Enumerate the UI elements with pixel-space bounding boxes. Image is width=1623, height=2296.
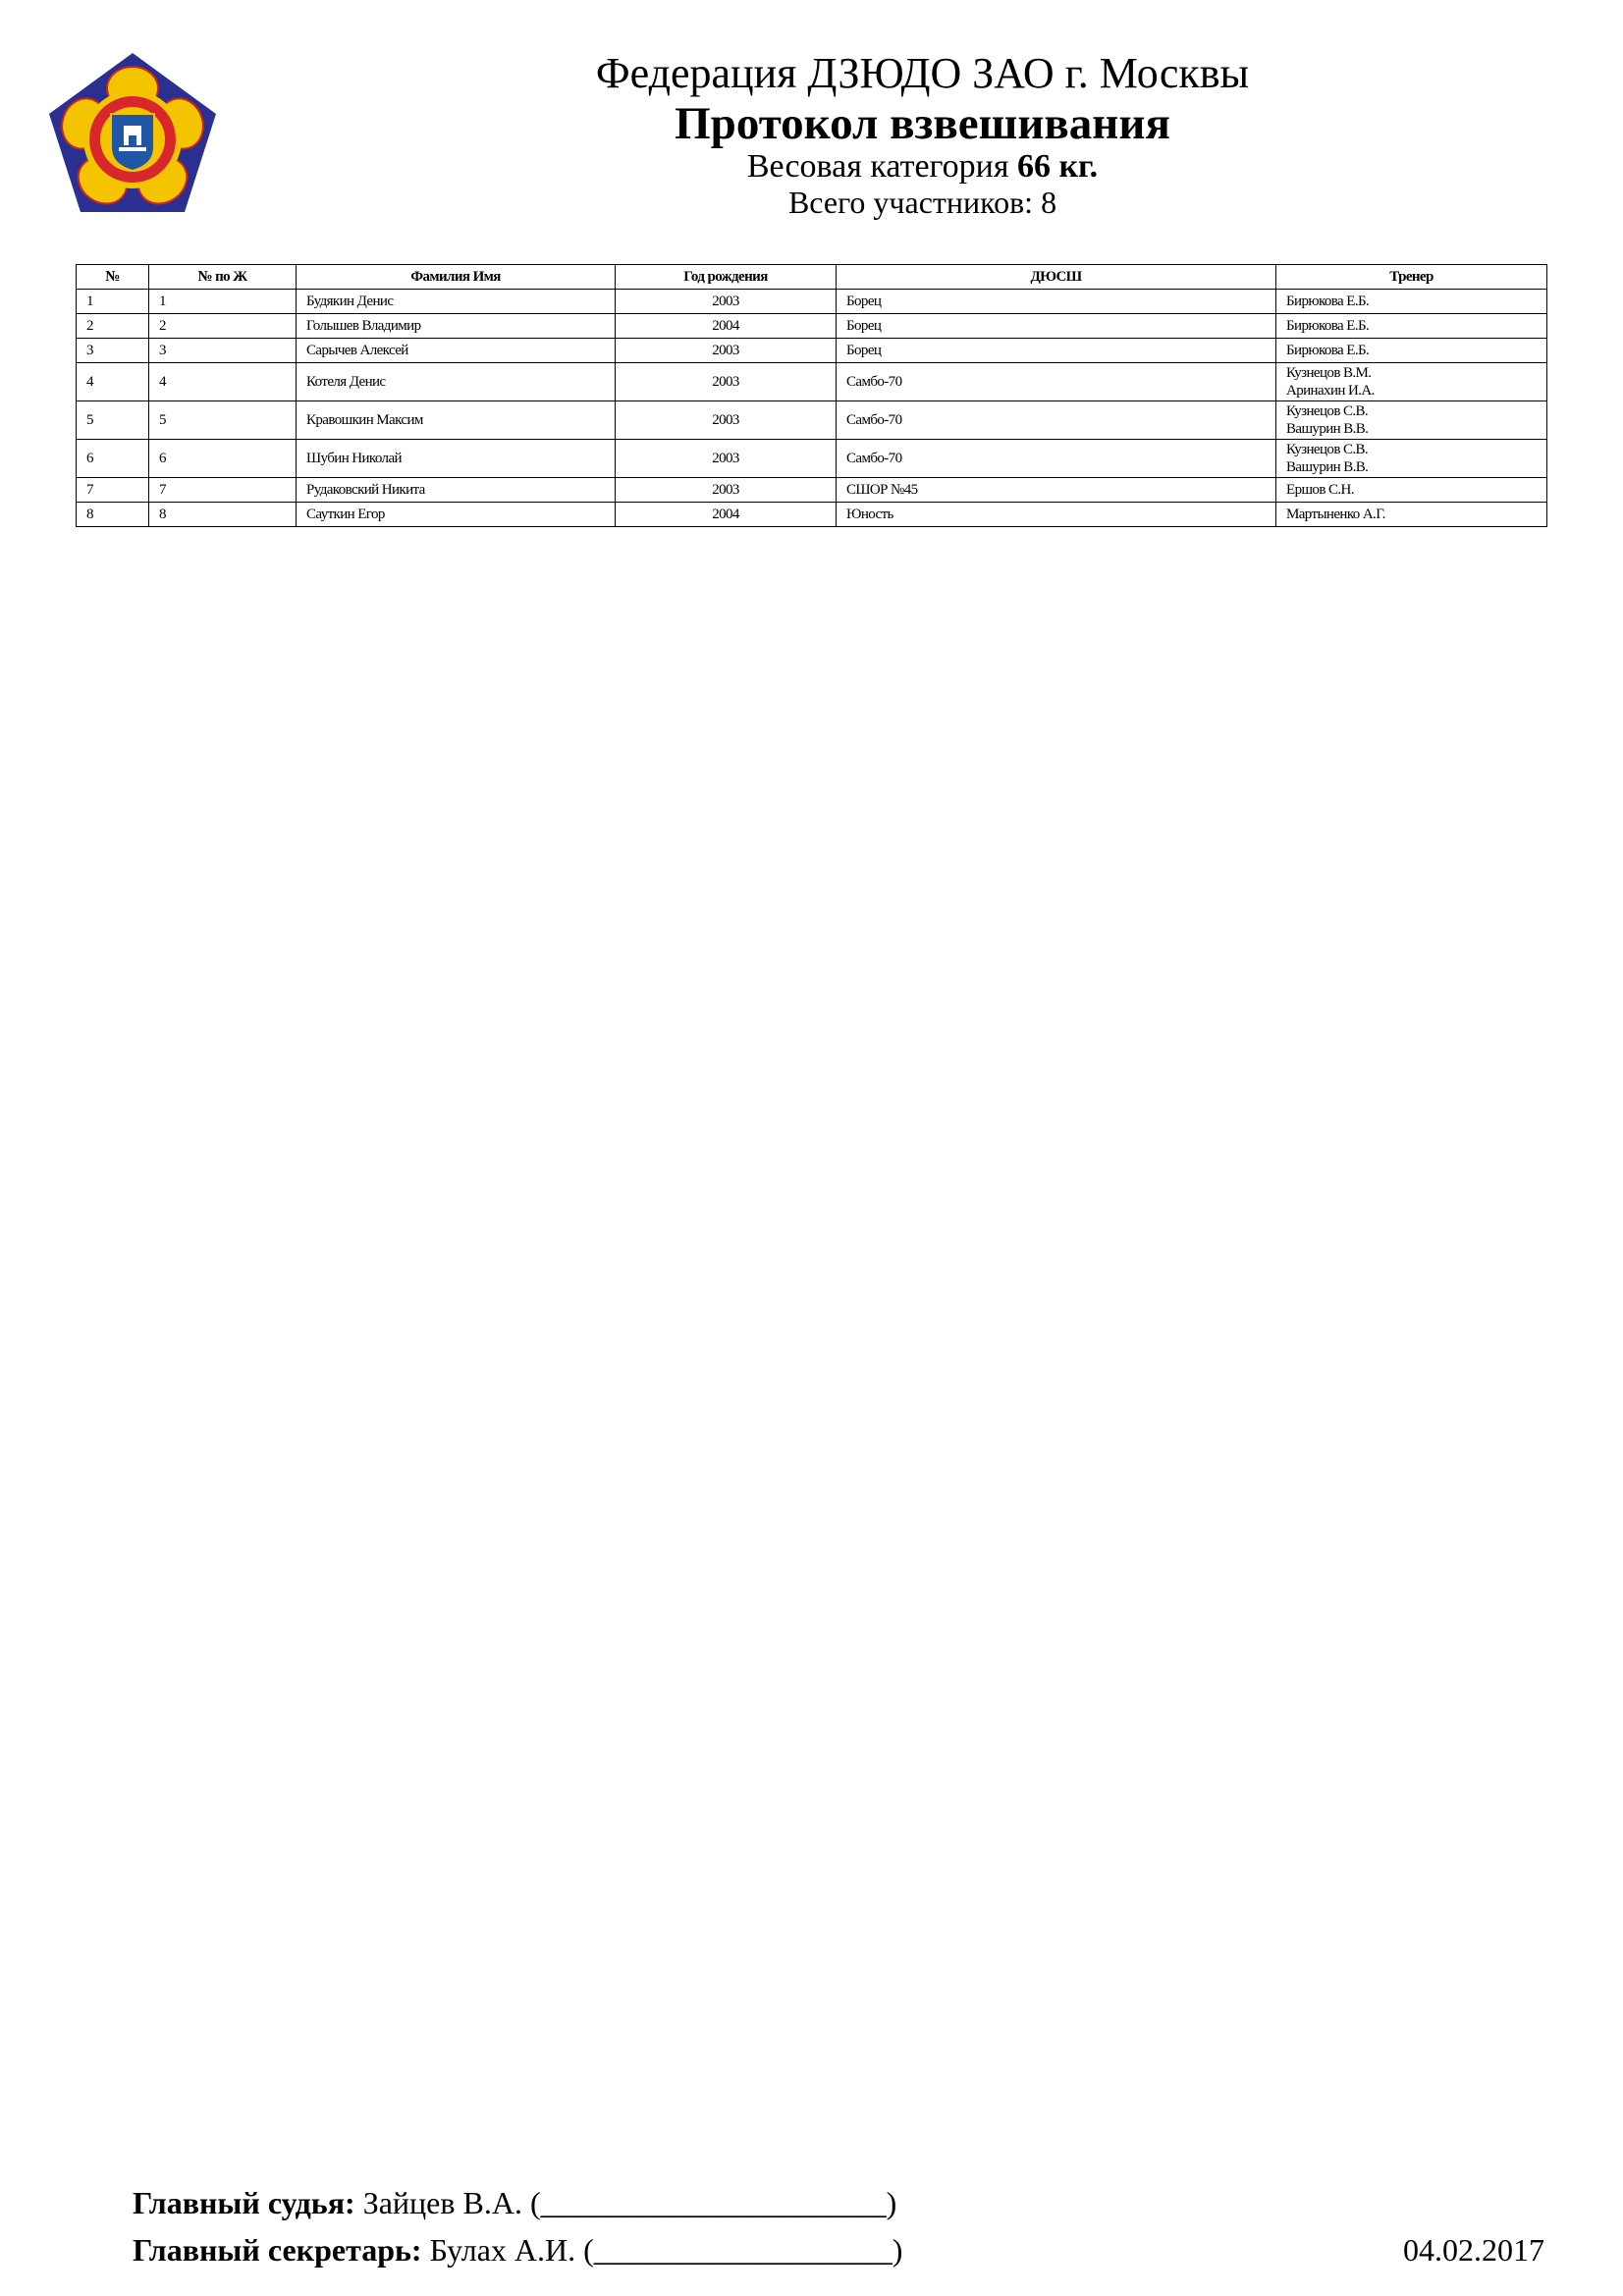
table-row xyxy=(77,503,1547,527)
coach-name: Вашурин В.В. xyxy=(1286,421,1369,437)
cell-coach xyxy=(1276,314,1547,339)
cell-coach xyxy=(1276,290,1547,314)
participants-total xyxy=(111,185,1623,220)
participants-count: 8 xyxy=(1041,185,1057,220)
cell-birth-year: 2003 xyxy=(616,363,837,401)
participants-label: Всего участников: xyxy=(787,185,1034,220)
cell-school: Юность xyxy=(837,503,1276,527)
coach-name: Аринахин И.А. xyxy=(1286,383,1375,399)
chief-judge-line xyxy=(133,2179,902,2226)
document-date: 04.02.2017 xyxy=(1403,2232,1544,2268)
cell-birth-year: 2003 xyxy=(616,290,837,314)
column-header-name: Фамилия Имя xyxy=(297,265,616,290)
cell-number: 5 xyxy=(77,401,149,440)
table-row xyxy=(77,339,1547,363)
table-row xyxy=(77,440,1547,478)
cell-name: Кравошкин Максим xyxy=(297,401,616,440)
signature-block xyxy=(133,2179,902,2273)
column-header-school: ДЮСШ xyxy=(837,265,1276,290)
column-header-draw-number: № по Ж xyxy=(149,265,297,290)
cell-number: 7 xyxy=(77,478,149,503)
cell-school: Борец xyxy=(837,290,1276,314)
coach-name: Бирюкова Е.Б. xyxy=(1286,294,1370,309)
cell-coach xyxy=(1276,363,1547,401)
table-row xyxy=(77,478,1547,503)
cell-number: 2 xyxy=(77,314,149,339)
coach-name: Бирюкова Е.Б. xyxy=(1286,318,1370,334)
table-row xyxy=(77,401,1547,440)
document-title: Протокол взвешивания xyxy=(675,98,1170,149)
cell-draw-number: 1 xyxy=(149,290,297,314)
cell-school: Самбо-70 xyxy=(837,440,1276,478)
cell-draw-number: 4 xyxy=(149,363,297,401)
weight-category-value: 66 кг. xyxy=(1016,148,1099,185)
weight-category xyxy=(111,149,1623,185)
cell-draw-number: 5 xyxy=(149,401,297,440)
table-header-row xyxy=(77,265,1547,290)
coach-name: Кузнецов С.В. xyxy=(1286,403,1369,419)
column-header-number: № xyxy=(77,265,149,290)
cell-name: Сарычев Алексей xyxy=(297,339,616,363)
document-header xyxy=(111,49,1623,220)
cell-draw-number: 7 xyxy=(149,478,297,503)
cell-draw-number: 3 xyxy=(149,339,297,363)
coach-name: Вашурин В.В. xyxy=(1286,459,1369,475)
column-header-birth-year: Год рождения xyxy=(616,265,837,290)
chief-secretary-name: Булах А.И. (___________________) xyxy=(429,2232,903,2268)
cell-name: Сауткин Егор xyxy=(297,503,616,527)
cell-coach xyxy=(1276,401,1547,440)
cell-coach xyxy=(1276,503,1547,527)
cell-birth-year: 2003 xyxy=(616,440,837,478)
cell-number: 3 xyxy=(77,339,149,363)
coach-name: Бирюкова Е.Б. xyxy=(1286,343,1370,358)
cell-name: Будякин Денис xyxy=(297,290,616,314)
chief-judge-label: Главный судья: xyxy=(133,2185,355,2220)
cell-name: Котеля Денис xyxy=(297,363,616,401)
chief-secretary-label: Главный секретарь: xyxy=(133,2232,422,2268)
chief-secretary-line xyxy=(133,2226,902,2273)
cell-birth-year: 2004 xyxy=(616,314,837,339)
weigh-in-table xyxy=(76,264,1547,527)
cell-number: 1 xyxy=(77,290,149,314)
cell-number: 8 xyxy=(77,503,149,527)
cell-school: Борец xyxy=(837,314,1276,339)
cell-birth-year: 2004 xyxy=(616,503,837,527)
cell-birth-year: 2003 xyxy=(616,401,837,440)
coach-name: Кузнецов С.В. xyxy=(1286,442,1369,457)
coach-name: Кузнецов В.М. xyxy=(1286,365,1372,381)
cell-birth-year: 2003 xyxy=(616,339,837,363)
cell-school: СШОР №45 xyxy=(837,478,1276,503)
cell-name: Рудаковский Никита xyxy=(297,478,616,503)
table-row xyxy=(77,363,1547,401)
cell-draw-number: 2 xyxy=(149,314,297,339)
table-row xyxy=(77,290,1547,314)
organization-name: Федерация ДЗЮДО ЗАО г. Москвы xyxy=(595,49,1250,97)
coach-name: Ершов С.Н. xyxy=(1286,482,1354,498)
cell-coach xyxy=(1276,478,1547,503)
cell-birth-year: 2003 xyxy=(616,478,837,503)
cell-coach xyxy=(1276,339,1547,363)
coach-name: Мартыненко А.Г. xyxy=(1286,507,1385,522)
cell-number: 4 xyxy=(77,363,149,401)
chief-judge-name: Зайцев В.А. (______________________) xyxy=(362,2185,897,2220)
table-row xyxy=(77,314,1547,339)
cell-draw-number: 8 xyxy=(149,503,297,527)
cell-draw-number: 6 xyxy=(149,440,297,478)
cell-number: 6 xyxy=(77,440,149,478)
cell-name: Шубин Николай xyxy=(297,440,616,478)
cell-school: Самбо-70 xyxy=(837,363,1276,401)
weight-category-label: Весовая категория xyxy=(746,148,1009,185)
cell-school: Самбо-70 xyxy=(837,401,1276,440)
cell-coach xyxy=(1276,440,1547,478)
column-header-coach: Тренер xyxy=(1276,265,1547,290)
cell-school: Борец xyxy=(837,339,1276,363)
cell-name: Голышев Владимир xyxy=(297,314,616,339)
